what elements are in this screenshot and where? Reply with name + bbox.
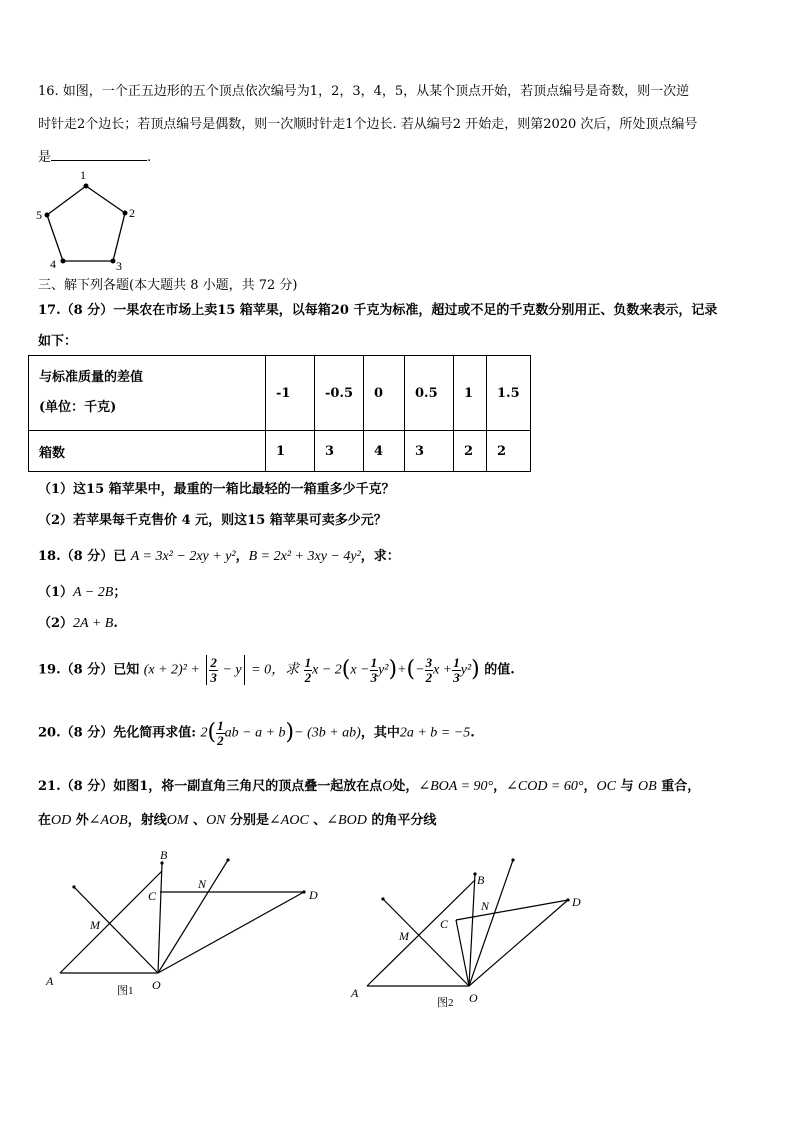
pentagon-vertex-3: 3 xyxy=(116,259,122,273)
paren-close: ) xyxy=(388,657,398,682)
fig1-label-n: N xyxy=(198,877,207,891)
q21-line2-mid5: 、 xyxy=(308,813,327,828)
q19-e7: y² xyxy=(460,662,472,678)
q19-frac-3-2 xyxy=(425,656,434,685)
q21-line1-tail2: 重合， xyxy=(656,779,701,794)
table-row-header: 箱数 xyxy=(29,431,266,472)
q20-expr-start: 2 xyxy=(200,725,208,741)
q19-e4: + xyxy=(397,662,407,678)
q16-line3 xyxy=(38,147,151,167)
fig2-label-o: O xyxy=(469,991,478,1005)
q18-line xyxy=(38,548,400,566)
q21-line2-pre: 在 xyxy=(38,813,52,828)
table-cell: 1 xyxy=(454,356,487,431)
frac-num: 1 xyxy=(453,654,460,670)
frac-den: 2 xyxy=(304,669,312,685)
frac-den: 3 xyxy=(210,669,217,685)
q21-oc: OC xyxy=(596,779,616,794)
q21-ang-cod: ∠COD = 60° xyxy=(506,779,584,794)
fig2-label-d: D xyxy=(572,895,581,909)
fig2-label-c: C xyxy=(440,917,449,931)
q17-sub2: （2）若苹果每千克售价 4 元，则这15 箱苹果可卖多少元？ xyxy=(38,513,387,528)
frac-den: 2 xyxy=(425,669,433,685)
q21-ob: OB xyxy=(638,779,657,794)
q21-ang-bod: ∠BOD xyxy=(326,813,367,828)
q21-od: OD xyxy=(51,813,72,828)
q18-sub2-end: . xyxy=(113,616,118,631)
table-cell: 3 xyxy=(405,431,454,472)
q21-ang-sep: ， xyxy=(493,779,507,794)
q18-prefix: 18.（8 分）已 xyxy=(38,549,131,564)
fig1-label-d: D xyxy=(309,888,318,902)
q18-sub1-expr: A − 2B xyxy=(73,585,114,600)
q21-line1-end: ， xyxy=(583,779,597,794)
table-cell: 0 xyxy=(364,356,405,431)
q18-expr-b: B = 2x² + 3xy − 4y² xyxy=(248,549,361,564)
q19-frac-third-a xyxy=(370,656,379,685)
table-cell: 1 xyxy=(266,431,315,472)
q16-line2: 时针走2个边长；若顶点编号是偶数，则一次顺时针走1个边长. 若从编号2 开始走，则第2020 次后，所处顶点编号 xyxy=(38,117,698,132)
q18-sub1-end: ； xyxy=(113,585,127,600)
frac-num: 1 xyxy=(304,654,312,670)
q21-line1-text: 21.（8 分）如图1，将一副直角三角尺的顶点叠一起放在点 xyxy=(38,779,383,794)
q21-line2-mid2: ，射线 xyxy=(127,813,167,828)
q18-sub2 xyxy=(38,615,118,633)
fig2-label-m: M xyxy=(399,929,409,943)
q18-sep: ， xyxy=(235,549,249,564)
paren-open: ( xyxy=(406,657,416,682)
q20-prefix: 20.（8 分）先化简再求值: xyxy=(38,725,196,741)
fig2-label-b: B xyxy=(477,873,485,887)
q20-expr-mid: ab − a + b xyxy=(224,725,286,741)
table-cell: 2 xyxy=(487,431,531,472)
table-cell: -1 xyxy=(266,356,315,431)
q18-expr-a: A = 3x² − 2xy + y² xyxy=(130,549,236,564)
q19-prefix: 19.（8 分）已知 xyxy=(38,662,140,678)
fig1-label-m: M xyxy=(90,918,100,932)
q17-line2: 如下： xyxy=(38,334,78,349)
pentagon-figure xyxy=(30,168,140,273)
q19-cond-left: (x + 2)² + xyxy=(143,662,200,678)
frac-den: 3 xyxy=(453,669,460,685)
abs-bar-right xyxy=(244,655,245,685)
table-cell: 0.5 xyxy=(405,356,454,431)
fig2-caption: 图2 xyxy=(437,997,454,1009)
q16-line3-suffix: . xyxy=(147,150,152,165)
figure-1 xyxy=(40,845,340,1015)
figure-2 xyxy=(345,850,605,1020)
q21-line2-mid: 外 xyxy=(71,813,89,828)
paren-close: ) xyxy=(471,657,480,682)
q21-pt-o: O xyxy=(382,779,393,794)
q19-line xyxy=(38,654,515,687)
q20-cond-end: . xyxy=(470,725,475,741)
paren-open: ( xyxy=(207,720,217,745)
q17-data-table xyxy=(28,355,531,472)
q21-line2 xyxy=(38,812,436,830)
q20-condition: ，其中 xyxy=(360,725,400,741)
fig1-label-c: C xyxy=(148,889,157,903)
q18-sub2-expr: 2A + B xyxy=(73,616,114,631)
q16-line3-prefix: 是 xyxy=(38,150,52,165)
q21-line1 xyxy=(38,778,700,796)
fig1-label-b: B xyxy=(160,848,168,862)
table-cell: 1.5 xyxy=(487,356,531,431)
frac-num: 1 xyxy=(370,654,378,670)
q19-frac-half xyxy=(304,656,313,685)
q21-ang-boa: ∠BOA = 90° xyxy=(418,779,494,794)
q19-suffix: 的值. xyxy=(484,662,515,678)
frac-den: 3 xyxy=(370,669,378,685)
q18-sub1 xyxy=(38,584,126,602)
table-cell: 2 xyxy=(454,431,487,472)
pentagon-vertex-4: 4 xyxy=(50,257,56,271)
pentagon-vertex-5: 5 xyxy=(36,208,42,222)
table-row-header xyxy=(29,356,266,431)
q17-sub1: （1）这15 箱苹果中，最重的一箱比最轻的一箱重多少千克？ xyxy=(38,482,395,497)
abs-bar-left xyxy=(206,655,207,685)
q21-line2-mid3: 、 xyxy=(188,813,207,828)
q20-expr-end: − (3b + ab) xyxy=(294,725,361,741)
table-cell: 3 xyxy=(315,431,364,472)
frac-num: 3 xyxy=(425,654,433,670)
q21-ang-aob: ∠AOB xyxy=(88,813,128,828)
q21-line2-end: 的角平分线 xyxy=(366,813,437,828)
q21-line1-mid: 处， xyxy=(392,779,419,794)
pentagon-vertex-2: 2 xyxy=(129,206,135,220)
q21-on: ON xyxy=(206,813,226,828)
q19-e3: y² xyxy=(378,662,389,678)
table-cell: -0.5 xyxy=(315,356,364,431)
q21-ang-aoc: ∠AOC xyxy=(269,813,309,828)
fig2-label-n: N xyxy=(481,899,490,913)
frac-den: 2 xyxy=(217,732,224,748)
fig1-label-o: O xyxy=(152,978,161,992)
table-row xyxy=(29,356,531,431)
q21-om: OM xyxy=(166,813,189,828)
paren-open: ( xyxy=(341,657,351,682)
table-cell: 4 xyxy=(364,431,405,472)
frac-num: 2 xyxy=(210,654,217,670)
fig1-caption: 图1 xyxy=(117,985,134,997)
paren-close: ) xyxy=(285,720,295,745)
q21-line2-mid4: 分别是 xyxy=(225,813,270,828)
section3-title: 三、解下列各题(本大题共 8 小题，共 72 分) xyxy=(38,278,298,293)
q18-sub2-label: （2） xyxy=(38,616,74,631)
q16-answer-blank xyxy=(51,147,147,161)
q19-e5: − xyxy=(415,662,425,678)
q19-e2: x − xyxy=(350,662,370,678)
q20-frac-half xyxy=(216,719,225,748)
table-header-line2: (单位：千克) xyxy=(39,400,117,415)
frac-num: 1 xyxy=(217,717,224,733)
q20-line xyxy=(38,717,475,750)
q19-frac-third-b xyxy=(452,656,461,685)
q19-e1: x − 2 xyxy=(312,662,342,678)
q19-cond-end: = 0，求 xyxy=(251,662,300,678)
q19-frac-2-3 xyxy=(209,656,218,685)
q19-cond-right: − y xyxy=(222,662,242,678)
q19-e6: x + xyxy=(433,662,453,678)
fig1-label-a: A xyxy=(46,974,54,988)
q20-cond-expr: 2a + b = −5 xyxy=(399,725,471,741)
q17-line1: 17.（8 分）一果农在市场上卖15 箱苹果，以每箱20 千克为标准，超过或不足的千克数分别用正、负数来表示，记录 xyxy=(38,303,718,318)
q16-line1: 16. 如图，一个正五边形的五个顶点依次编号为1，2，3，4，5，从某个顶点开始，若顶点编号是奇数，则一次逆 xyxy=(38,84,690,99)
table-row xyxy=(29,431,531,472)
q18-sub1-label: （1） xyxy=(38,585,74,600)
pentagon-vertex-1: 1 xyxy=(80,168,86,182)
q18-suffix: ，求： xyxy=(360,549,400,564)
table-header-line1: 与标准质量的差值 xyxy=(39,370,144,385)
q21-line1-tail: 与 xyxy=(615,779,639,794)
fig2-label-a: A xyxy=(351,986,359,1000)
